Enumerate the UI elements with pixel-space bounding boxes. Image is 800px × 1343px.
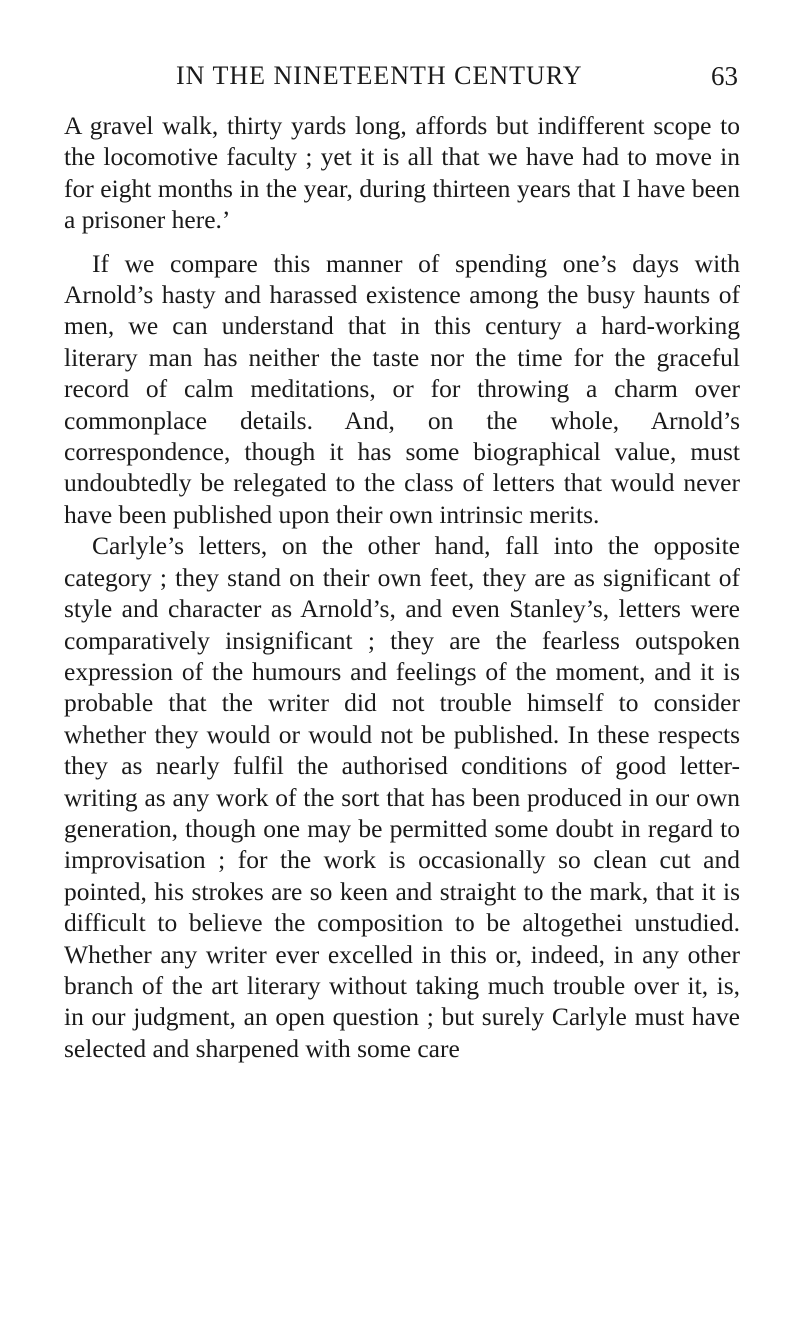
paragraph-continued-quote: A gravel walk, thirty yards long, affords but indifferent scope to the locomotive faculty ; yet it is all that we have had to move in for eight months in the year, during thirteen years that I have been a prisoner here.’ [64,111,740,235]
paragraph-arnold-comparison: If we compare this manner of spending one’s days with Arnold’s hasty and harassed existence among the busy haunts of men, we can understand that in this century a hard-working literary man has neither the taste nor the time for the graceful record of calm meditations, or for throwing a charm over commonplace details. And, on the whole, Arnold’s correspondence, though it has some biographical value, must undoubtedly be relegated to the class of letters that would never have been published upon their own intrinsic merits. [64,248,740,529]
page-number: 63 [711,61,738,91]
body-text [64,110,740,1064]
running-title: IN THE NINETEENTH CENTURY [176,61,583,90]
paragraph-carlyle-letters: Carlyle’s letters, on the other hand, fall into the opposite category ; they stand on their own feet, they are as significant of style and character as Arnold’s, and even Stanley’s, letters were comparatively insignificant ; they are the fearless outspoken expression of the humours and feelings of the moment, and it is probable that the writer did not trouble himself to consider whether they would or would not be published. In these respects they as nearly fulfil the authorised conditions of good letter-writing as any work of the sort that has been produced in our own generation, though one may be permitted some doubt in regard to improvisation ; for the work is occasionally so clean cut and pointed, his strokes are so keen and straight to the mark, that it is difficult to believe the composition to be altogethei unstudied. Whether any writer ever excelled in this or, indeed, in any other branch of the art literary without taking much trouble over it, is, in our judgment, an open question ; but surely Carlyle must have selected and sharpened with some care [64,531,740,1063]
running-header [64,56,740,96]
